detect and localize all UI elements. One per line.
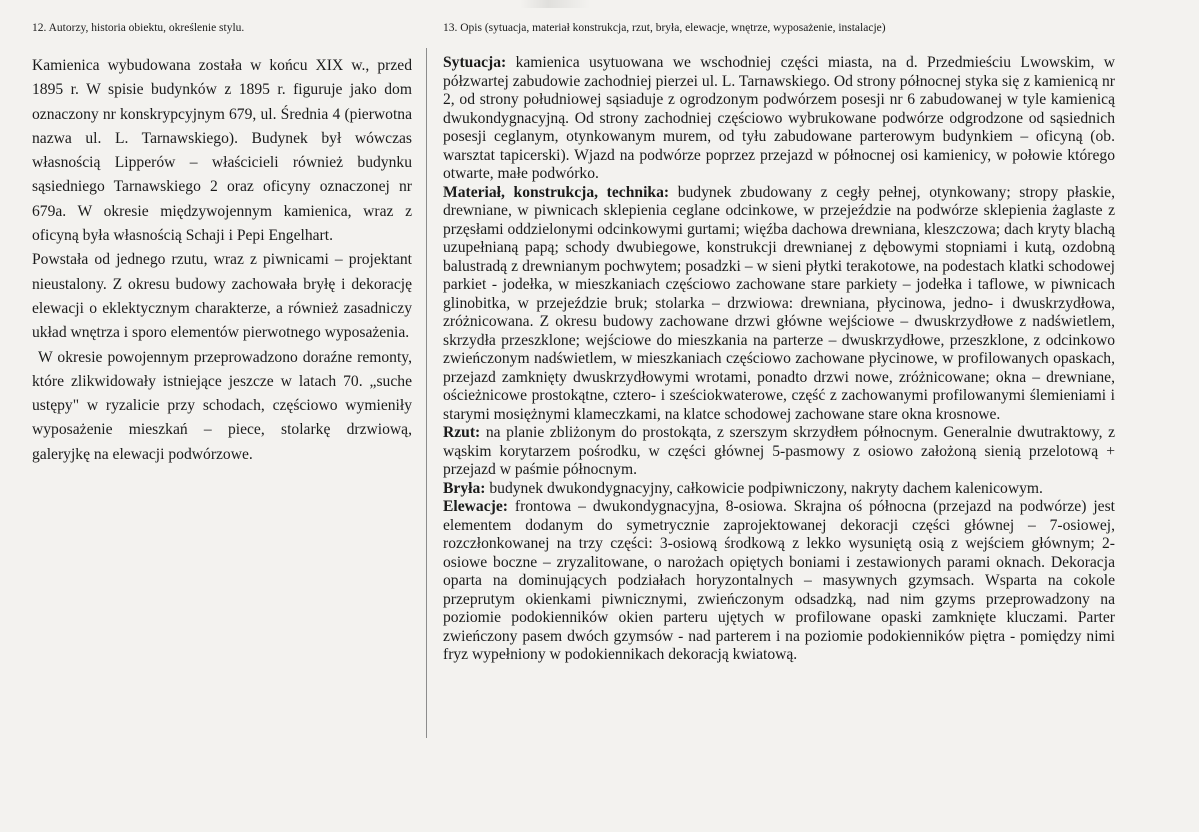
left-column xyxy=(32,22,412,467)
description-plan xyxy=(443,424,1115,480)
plan-text: na planie zbliżonym do prostokąta, z szerszym skrzydłem północnym. Generalnie dwutraktowy, z wąskim korytarzem pośrodku, w części głównej 5-pasmowy z osiowo założoną sienią przelotową + przejazd w paśmie północnym. xyxy=(443,424,1115,478)
description-situation xyxy=(443,54,1115,184)
description-massing xyxy=(443,480,1115,499)
section-12-header: 12. Autorzy, historia obiektu, określenie stylu. xyxy=(32,22,245,34)
situation-label: Sytuacja: xyxy=(443,54,507,71)
scan-artifact xyxy=(520,0,590,8)
elevations-text: frontowa – dwukondygnacyjna, 8-osiowa. Skrajna oś północna (przejazd na podwórze) jest elementem dodanym do symetrycznie zaprojektowanej dekoracji części głównej – 7-osiowej, rozczłonkowanej na trzy części: 3-osiową środkową z lekko wysuniętą osią z wejściem głównym; 2-osiowe boczne – zryzalitowane, o narożach opiętych boniami i zestawionych parami oknach. Dekoracja oparta na dominujących podziałach horyzontalnych – masywnych gzymsach. Wsparta na cokole przeprutym okienkami piwnicznymi, zwieńczonym odsadzką, nad nim gzyms przeprowadzony na poziomie podokienników okien parteru ujętych w profilowane opaski zamknięte kluczami. Parter zwieńczony pasem dwóch gzymsów - nad parterem i na poziomie podokienników piętra - pomiędzy nimi fryz wypełniony w podokiennikach dekoracją kwiatową. xyxy=(443,498,1115,663)
elevations-label: Elewacje: xyxy=(443,498,508,515)
material-text: budynek zbudowany z cegły pełnej, otynkowany; stropy płaskie, drewniane, w piwnicach sklepienia ceglane odcinkowe, w przejeździe na podwórze sklepienia żaglaste z przęsłami oddzielonymi odcinkowymi gurtami; więźba dachowa drewniana, kleszczowa; dach kryty blachą uzupełnianą papą; schody dwubiegowe, konstrukcji drewnianej z dębowymi stopniami i kutą, ozdobną balustradą z drewnianym pochwytem; posadzki – w sieni płytki terakotowe, na podestach klatki schodowej parkiet - jodełka, w mieszkaniach częściowo zachowane stare parkiety – jodełka i taflowe, w piwnicach glinobitka, w przejeździe bruk; stolarka – drzwiowa: drewniana, płycinowa, jedno- i dwuskrzydłowa, zróżnicowana. Z okresu budowy zachowane drzwi główne wejściowe – dwuskrzydłowe z nadświetlem, skrzydła przeszklone; wejściowe do mieszkania na parterze – dwuskrzydłowe, przeszklone, z odcinkowo zwieńczonym nadświetlem, w mieszkaniach częściowo zachowane płycinowe, w profilowanych opaskach, przejazd zamknięty dwuskrzydłowymi wrotami, ponadto drzwi nowe, zróżnicowane; okna – drewniane, ościeżnicowe prostokątne, cztero- i sześciokwaterowe, część z zachowanymi profilowanymi ślemieniami i starymi mosiężnymi klameczkami, na klatce schodowej zachowane stare okna krosnowe. xyxy=(443,183,1115,423)
massing-label: Bryła: xyxy=(443,479,486,497)
material-label: Materiał, konstrukcja, technika: xyxy=(443,183,670,201)
history-paragraph-2: Powstała od jednego rzutu, wraz z piwnicami – projektant nieustalony. Z okresu budowy zachowała bryłę i dekorację elewacji o eklektycznym charakterze, a również zasadniczy układ wnętrza i sporo elementów pierwotnego wyposażenia. xyxy=(32,251,412,342)
description-material xyxy=(443,184,1115,425)
situation-text: kamienica usytuowana we wschodniej części miasta, na d. Przedmieściu Lwowskim, w półzwartej zabudowie zachodniej pierzei ul. L. Tarnawskiego. Od strony północnej styka się z kamienicą nr 2, od strony południowej sąsiaduje z ogrodzonym podwórzem posesji nr 6 zabudowanej w tyle kamienicą dwukondygnacyjną. Od strony zachodniej częściowo wybrukowane podwórze odgrodzone od sąsiednich posesji ceglanym, otynkowanym murem, od tyłu zabudowane parterowym budynkiem – oficyną (ob. warsztat tapicerski). Wjazd na podwórze poprzez przejazd w północnej osi kamienicy, w połowie którego otwarte, małe podwórko. xyxy=(443,54,1115,182)
massing-text: budynek dwukondygnacyjny, całkowicie podpiwniczony, nakryty dachem kalenicowym. xyxy=(485,479,1043,497)
section-12-body xyxy=(32,54,412,467)
column-divider xyxy=(426,48,427,738)
section-13-header: 13. Opis (sytuacja, materiał konstrukcja, rzut, bryła, elewacje, wnętrze, wyposażenie, instalacje) xyxy=(443,22,886,34)
right-column xyxy=(443,22,1115,665)
description-elevations xyxy=(443,498,1115,665)
history-paragraph-1: Kamienica wybudowana została w końcu XIX w., przed 1895 r. W spisie budynków z 1895 r. figuruje jako dom oznaczony nr konskrypcyjnym 679, ul. Średnia 4 (pierwotna nazwa ul. L. Tarnawskiego). Budynek był wówczas własnością Lipperów – właścicieli również budynku sąsiedniego Tarnawskiego 2 oraz oficyny oznaczonej nr 679a. W okresie międzywojennym kamienica, wraz z oficyną była własnością Schaji i Pepi Engelhart. xyxy=(32,57,412,245)
plan-label: Rzut: xyxy=(443,424,481,441)
section-13-body xyxy=(443,54,1115,665)
history-paragraph-3: W okresie powojennym przeprowadzono doraźne remonty, które zlikwidowały istniejące jeszcze w latach 70. „suche ustępy" w ryzalicie przy schodach, częściowo wymieniły wyposażenie mieszkań – piece, stolarkę drzwiową, galeryjkę na elewacji podwórzowe. xyxy=(32,348,412,463)
